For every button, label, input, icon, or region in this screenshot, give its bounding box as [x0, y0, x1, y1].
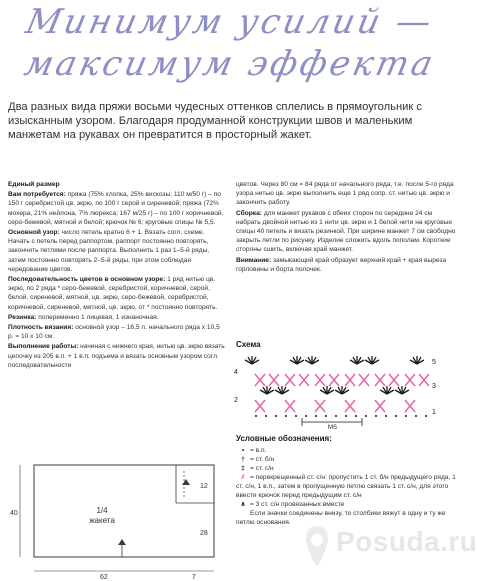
gauge-paragraph [8, 323, 226, 341]
crossed-stitch-symbol [255, 374, 265, 386]
height-40-label: 40 [10, 510, 18, 517]
chain-symbol [405, 415, 407, 417]
watermark [300, 520, 477, 580]
pattern-paragraph [8, 228, 226, 274]
crossed-stitch-symbol [315, 400, 325, 412]
chain-symbol [335, 415, 337, 417]
row-label-1: 1 [432, 409, 436, 416]
chain-symbol [255, 415, 257, 417]
chain-icon: • [241, 447, 245, 454]
chain-symbol [315, 415, 317, 417]
materials-paragraph [8, 190, 226, 227]
assembly-label: Сборка: [236, 209, 262, 217]
crossed-stitch-symbol [255, 400, 265, 412]
rib-paragraph [8, 313, 226, 322]
crossed-stitch-symbol [345, 374, 355, 386]
crossed-stitch-symbol [315, 374, 325, 386]
crossed-stitch-symbol [345, 400, 355, 412]
page-title-line-2: максимум эффекта [20, 44, 440, 84]
note-paragraph [236, 256, 456, 274]
chain-symbol [295, 415, 297, 417]
legend-item-sc: † = ст. б/н [236, 455, 456, 464]
crossed-stitch-symbol [405, 400, 415, 412]
cuff-arrow-icon [182, 479, 190, 485]
intro-paragraph: Два разных вида пряжи восьми чудесных оттенков сплелись в прямоугольник с изысканным узором. Благодаря продуманной конструкции швов и маленьким манжетам на рукавах он превратится в просторный жакет. [8, 101, 422, 141]
cluster-icon: ∧ [240, 501, 246, 508]
legend-title: Условные обозначения: [236, 434, 332, 443]
cluster-symbol [245, 356, 259, 364]
panel-name-label: жакета [89, 516, 115, 525]
chain-symbol [395, 415, 397, 417]
chain-symbol [375, 415, 377, 417]
cluster-symbol [395, 386, 409, 394]
width-62-label: 62 [100, 574, 108, 581]
chain-symbol [425, 415, 427, 417]
legend-item-dc3tog: ∧ = 3 ст. с/н провязанных вместе [236, 500, 456, 509]
crossed-stitch-symbol [405, 374, 415, 386]
page-title-line-1: Минимум усилий — [22, 2, 438, 42]
crossed-stitch-symbol [285, 374, 295, 386]
crossed-stitch-symbol [299, 374, 309, 386]
cluster-symbol [365, 356, 379, 364]
chart-stitch-symbols [245, 356, 429, 417]
crossed-stitch-symbol [269, 374, 279, 386]
cluster-symbol [290, 356, 304, 364]
chain-symbol [415, 415, 417, 417]
crossed-stitch-symbol [285, 400, 295, 412]
double-crochet-icon: ‡ [241, 465, 245, 472]
crochet-chart [232, 350, 442, 430]
note-text: замыкающий край образует верхний край + края выреза горловины и борта полочек. [236, 256, 447, 273]
cluster-symbol [350, 356, 364, 364]
height-12-label: 12 [200, 483, 208, 490]
work-label: Выполнение работы: [8, 343, 79, 351]
legend-item-crossed-dc: ✗ = перекрещенный ст. с/н: пропустить 1 ст. б/н предыдущего ряда, 1 ст. с/н, 1 в.п., затем в пропущенную петлю связать 1 ст. с/н, для этого ввести крючок перед предыдущим ст. с/н [236, 474, 456, 499]
row-label-3: 3 [432, 383, 436, 390]
cluster-symbol [260, 386, 274, 394]
legend-note: Если значки соединены внизу, то столбики вяжут в одну и ту же петлю основания. [236, 510, 446, 526]
gauge-label: Плотность вязания: [8, 324, 74, 332]
instructions-left-column [8, 180, 226, 371]
schema-title: Схема [236, 340, 261, 349]
pattern-text: число петель кратно 6 + 1. Вязать согл. схеме. Начать с петель перед раппортом, раппорт постоянно повторять, закончить петлями после раппорта. Выполнить 1 раз 1–5-й ряды, затем постоянно повторять 2–5-й ряды, при этом соблюдая чередование цветов. [8, 229, 210, 273]
crossed-stitch-symbol [419, 374, 429, 386]
watermark-logo-icon [300, 524, 334, 568]
materials-text: пряжа (75% хлопка, 25% вискозы; 110 м/50 г) – по 150 г серебристой цв. экрю, по 100 г серой и сиреневой; пряжа (72% мохера, 21% нейлона, 7% люрекса; 167 м/25 г) – по 100 г коричневой, серо-бежевой, мятной и белой; крючок № 6; круговые спицы № 5,5. [8, 191, 224, 226]
assembly-text: для манжет рукавов с обеих сторон по середине 24 см набрать двойной нитью из 1 нити цв. экрю и 1 белой нити на круговые спицы 40 петель и вязать резинкой. При ширине манжет 7 см свободно закрыть петли по рисунку. Изделие сложить вдоль пополам. Короткие стороны сшить, включая край манжет. [236, 209, 456, 254]
chain-symbol [275, 415, 277, 417]
crossed-stitch-symbol [389, 374, 399, 386]
rapport-label: МS [328, 425, 337, 431]
assembly-paragraph [236, 209, 456, 255]
continuation-paragraph: цветов. Через 80 см = 84 ряда от начального ряда, т.е. после 5-го ряда узора нитью цв. экрю выполнить еще 1 ряд сопр. ст. нитью цв. экрю и закончить работу. [236, 181, 454, 207]
work-paragraph [8, 342, 226, 370]
crossed-stitch-icon: ✗ [240, 474, 246, 481]
cluster-symbol [305, 356, 319, 364]
row-label-2: 2 [234, 397, 238, 404]
crossed-stitch-symbol [329, 374, 339, 386]
note-label: Внимание: [236, 256, 272, 264]
chain-symbol [385, 415, 387, 417]
watermark-text: Posuda.ru [336, 526, 477, 557]
legend-list [236, 446, 456, 527]
single-crochet-icon: † [241, 456, 245, 463]
crossed-stitch-symbol [359, 374, 369, 386]
sequence-paragraph [8, 275, 226, 312]
instructions-right-column [236, 180, 456, 275]
sequence-label: Последовательность цветов в основном узоре: [8, 276, 166, 284]
panel-fraction-label: 1/4 [96, 506, 108, 515]
chain-symbol [285, 415, 287, 417]
chain-symbol [265, 415, 267, 417]
legend-item-chain: • = в.п. [236, 446, 456, 455]
cluster-symbol [410, 356, 424, 364]
row-label-4: 4 [234, 369, 238, 376]
chain-symbol [365, 415, 367, 417]
size-heading: Единый размер [8, 181, 60, 188]
height-28-label: 28 [200, 530, 208, 537]
cluster-symbol [380, 386, 394, 394]
sequence-text: 1 ряд нитью цв. экрю, по 2 ряда * серо-бежевой, серебристой, коричневой, серой, белой, сиреневой, мятной, цв. экрю, серо-бежевой, серебристой, коричневой, сиреневой, мятной, цв. экрю, от * постоянно повторять. [8, 276, 218, 311]
legend-item-dc: ‡ = ст. с/н [236, 464, 456, 473]
rib-label: Резинка: [8, 313, 37, 321]
cluster-symbol [320, 386, 334, 394]
width-7-label: 7 [192, 574, 196, 581]
chain-symbol [305, 415, 307, 417]
cluster-symbol [275, 386, 289, 394]
chain-symbol [325, 415, 327, 417]
work-text: начиная с нижнего края, нитью цв. экрю вязать цепочку из 205 в.п. + 1 в.п. подъема и вязать основным узором согл. последовательности [8, 343, 225, 369]
crossed-stitch-symbol [375, 374, 385, 386]
rib-text: попеременно 1 лицевая, 1 изнаночная. [38, 313, 159, 321]
chain-symbol [345, 415, 347, 417]
crossed-stitch-symbol [375, 400, 385, 412]
pattern-label: Основной узор: [8, 229, 60, 237]
materials-label: Вам потребуется: [8, 191, 66, 199]
row-label-5: 5 [432, 359, 436, 366]
arrow-head-icon [118, 539, 126, 545]
gauge-text: основной узор – 16,5 п. начального ряда х 10,5 р. = 10 х 10 см. [8, 324, 220, 341]
jacket-pattern-diagram [0, 455, 232, 581]
cluster-symbol [335, 386, 349, 394]
chain-symbol [355, 415, 357, 417]
